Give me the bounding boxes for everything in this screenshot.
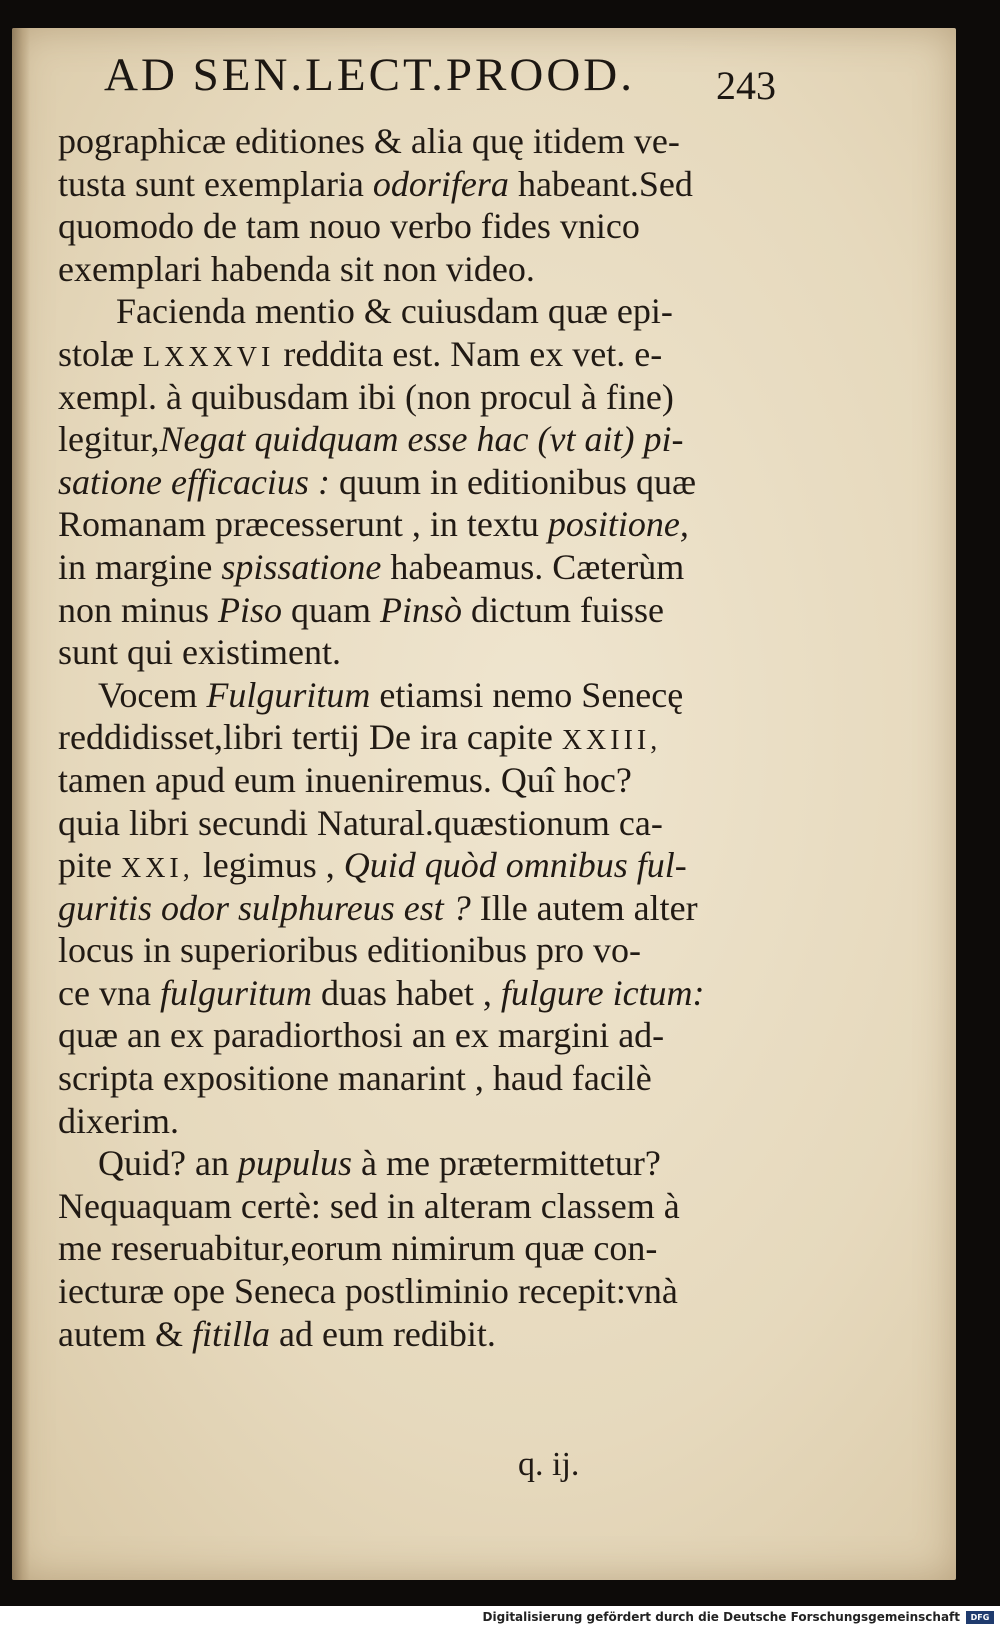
text-line: me reseruabitur,eorum nimirum quæ con- (58, 1228, 658, 1269)
text-line: quæ an ex paradiorthosi an ex margini ad- (58, 1015, 665, 1056)
page-number: 243 (716, 63, 776, 108)
text-line: non minus Piso quam Pinsò dictum fuisse (58, 589, 665, 630)
text-line: pographicæ editiones & alia quę itidem ve- (58, 121, 680, 161)
funding-credit: Digitalisierung gefördert durch die Deutsche Forschungsgemeinschaft (482, 1610, 960, 1624)
text-line: autem & fitilla ad eum redibit. (58, 1313, 496, 1354)
text-line: Vocem Fulguritum etiamsi nemo Senecę (98, 674, 684, 715)
text-line: Romanam præcesserunt , in textu positione, (58, 504, 689, 545)
text-line: satione efficacius : quum in editionibus quæ (58, 461, 696, 502)
footer-bar (0, 1606, 1000, 1630)
running-head: AD SEN.LECT.PROOD. (104, 49, 635, 101)
text-line: Quid? an pupulus à me prætermittetur? (98, 1143, 661, 1184)
text-line: ce vna fulguritum duas habet , fulgure ictum: (58, 972, 705, 1013)
page-binding-shadow (12, 28, 30, 1580)
text-line: tusta sunt exemplaria odorifera habeant.Sed (58, 163, 693, 204)
text-line: sunt qui existiment. (58, 632, 341, 673)
book-page (12, 28, 956, 1580)
signature-mark: q. ij. (518, 1446, 580, 1483)
text-line: dixerim. (58, 1100, 179, 1141)
text-line: reddidisset,libri tertij De ira capite XXIII, (58, 717, 662, 758)
text-line: quia libri secundi Natural.quæstionum ca- (58, 802, 663, 843)
text-line: quomodo de tam nouo verbo fides vnico (58, 206, 640, 247)
text-line: pite XXI, legimus , Quid quòd omnibus ful- (58, 845, 687, 886)
text-line: tamen apud eum inueniremus. Quî hoc? (58, 759, 632, 800)
text-line: legitur,Negat quidquam esse hac (vt ait) pi- (58, 419, 684, 460)
text-line: guritis odor sulphureus est ? Ille autem alter (58, 887, 698, 928)
text-line: Facienda mentio & cuiusdam quæ epi- (116, 291, 673, 332)
text-line: xempl. à quibusdam ibi (non procul à fine) (58, 376, 674, 417)
text-line: exemplari habenda sit non video. (58, 248, 535, 289)
text-line: scripta expositione manarint , haud facilè (58, 1058, 652, 1099)
text-line: stolæ LXXXVI reddita est. Nam ex vet. e- (58, 333, 663, 374)
text-line: locus in superioribus editionibus pro vo- (58, 930, 641, 971)
text-line: in margine spissatione habeamus. Cæterùm (58, 546, 685, 587)
text-line: iecturæ ope Seneca postliminio recepit:vnà (58, 1271, 678, 1312)
dfg-logo-icon: DFG (966, 1611, 994, 1624)
body-text (58, 120, 774, 1355)
text-line: Nequaquam certè: sed in alteram classem à (58, 1185, 680, 1226)
